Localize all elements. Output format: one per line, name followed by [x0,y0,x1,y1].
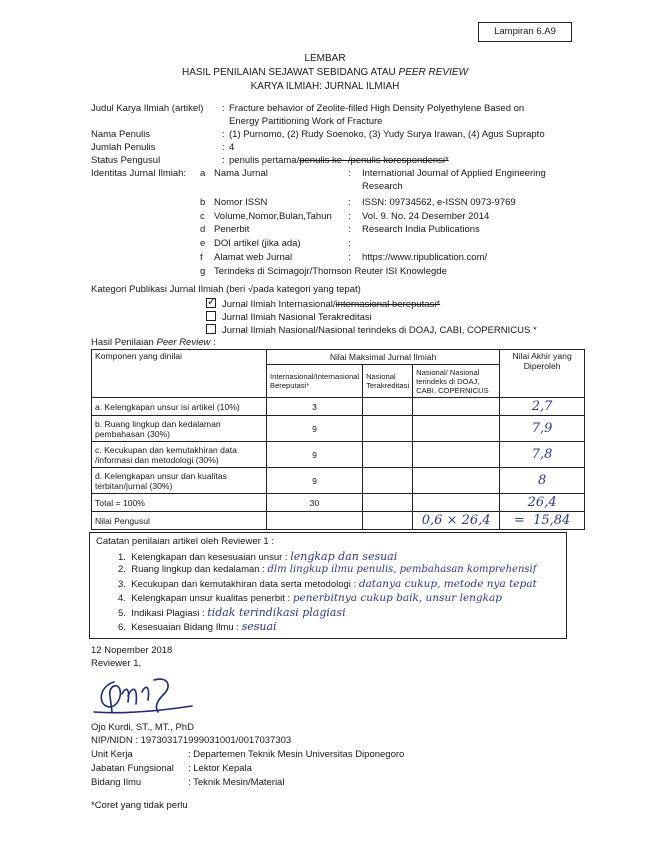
nama-jurnal-value-line2: Research [362,181,403,192]
reviewer-label: Reviewer 1, [91,658,142,669]
unit-kerja-label: Unit Kerja [91,749,133,760]
alamat-web-label: Alamat web Jurnal [214,252,293,263]
header-nilai-akhir: Nilai Akhir yang Diperoleh [500,350,585,398]
title-hasil-penilaian: HASIL PENILAIAN SEJAWAT SEBIDANG ATAU PEER REVIEW [181,67,468,78]
catatan-label: Kelengkapan unsur kualitas penerbit : [131,593,291,604]
table-row-total [92,494,585,512]
identitas-key-b: b [200,197,206,208]
title-karya-ilmiah: KARYA ILMIAH: JURNAL ILMIAH [250,81,400,92]
status-pengusul-selected: penulis pertama/ [229,155,300,166]
date: 12 Nopember 2018 [91,645,173,656]
catatan-item-3 [118,578,537,590]
title-lembar: LEMBAR [304,53,346,64]
pengusul-value [500,512,585,530]
table-row [92,416,585,442]
status-pengusul-sep: : [222,155,225,166]
catatan-num: 3. [118,579,126,590]
lampiran-label: Lampiran 6.A9 [478,22,572,42]
kategori-opt1-label: Jurnal Ilmiah Internasional/ [222,299,336,310]
row-max: 9 [267,416,363,442]
header-komponen: Komponen yang dinilai [92,350,267,398]
pengusul-val: 15,84 [533,513,571,528]
alamat-web-sep: : [348,252,351,263]
status-pengusul-label: Status Pengusul [91,155,161,166]
catatan-item-4 [118,592,502,604]
total-akhir: 26,4 [500,494,585,512]
bidang-ilmu-value: : Teknik Mesin/Material [188,777,285,788]
identitas-key-e: e [200,238,206,249]
volume-label: Volume,Nomor,Bulan,Tahun [214,211,332,222]
header-nasional: Nasional Terakreditasi [363,365,413,398]
header-internasional: Internasional/Internasional Bereputasi* [267,365,363,398]
jabatan-value: : Lektor Kepala [188,763,252,774]
row-akhir: 7,8 [500,442,585,468]
jabatan-label: Jabatan Fungsional [91,763,174,774]
row-max: 9 [267,468,363,494]
catatan-label: Kelengkapan dan kesesuaian unsur : [131,552,288,563]
hasil-penilaian-title [91,337,216,348]
kategori-title: Kategori Publikasi Jurnal Ilmiah (beri √pada kategori yang tepat) [91,284,361,295]
nama-penulis-value: (1) Purnomo, (2) Rudy Soenoko, (3) Yudy Surya Irawan, (4) Agus Suprapto [229,129,545,140]
catatan-hw: tidak terindikasi plagiasi [207,606,346,619]
nama-penulis-label: Nama Penulis [91,129,151,140]
judul-value: Fracture behavior of Zeolite-filled High Density Polyethylene Based on [229,103,525,114]
row-komponen: b. Ruang lingkup dan kedalaman pembahasan (30%) [92,416,267,442]
kategori-opt1-struck: internasional bereputasi* [335,299,441,310]
table-row-pengusul [92,512,585,530]
nomor-issn-sep: : [348,197,351,208]
bidang-ilmu-label: Bidang Ilmu [91,777,142,788]
table-row [92,468,585,494]
table-row [92,398,585,416]
jumlah-penulis-sep: : [222,142,225,153]
catatan-hw: dlm lingkup ilmu penulis, pembahasan komprehensif [267,564,537,575]
judul-label: Judul Karya Ilmiah (artikel) [91,103,204,114]
kategori-opt3-label: Jurnal Ilmiah Nasional/Nasional terindeks di DOAJ, CABI, COPERNICUS * [222,325,537,336]
jumlah-penulis-label: Jumlah Penulis [91,142,156,153]
kategori-opt2-label: Jurnal Ilmiah Nasional Terakreditasi [222,312,372,323]
catatan-label: Ruang lingkup dan kedalaman : [131,564,265,575]
volume-sep: : [348,211,351,222]
judul-value-line2: Energy Partitioning Work of Fracture [229,116,383,127]
signer-name: Ojo Kurdi, ST., MT., PhD [91,722,194,733]
doi-label: DOI artikel (jika ada) [214,238,301,249]
checkbox-icon[interactable] [206,324,216,334]
nomor-issn-value: ISSN: 09734562, e-ISSN 0973-9769 [362,197,516,208]
pengusul-eq: = [513,513,525,528]
pengusul-label: Nilai Pengusul [92,512,267,530]
unit-kerja-value: : Departemen Teknik Mesin Universitas Diponegoro [188,749,405,760]
nomor-issn-label: Nomor ISSN [214,197,268,208]
catatan-num: 1. [118,552,126,563]
catatan-label: Indikasi Plagiasi : [131,608,205,619]
identitas-key-f: f [200,252,203,263]
nama-jurnal-value: International Journal of Applied Engineering [362,168,546,179]
catatan-hw: lengkap dan sesuai [290,550,398,563]
row-akhir: 8 [500,468,585,494]
volume-value: Vol. 9. No. 24 Desember 2014 [362,211,490,222]
penerbit-sep: : [348,224,351,235]
kategori-opt3[interactable] [206,324,537,336]
header-nasional-terindeks: Nasional/ Nasional terindeks di DOAJ, CABI, COPERNICUS [413,365,500,398]
catatan-num: 2. [118,564,126,575]
row-akhir: 2,7 [500,398,585,416]
status-pengusul-struck: penulis ke- /penulis korespondensi* [299,155,449,166]
nama-penulis-sep: : [222,129,225,140]
jumlah-penulis-value: 4 [229,142,235,153]
catatan-item-5 [118,606,346,619]
penerbit-value: Research India Publications [362,224,480,235]
catatan-hw: sesuai [241,620,277,633]
catatan-hw: penerbitnya cukup baik, unsur lengkap [292,592,502,604]
total-max: 30 [267,494,363,512]
catatan-hw: datanya cukup, metode nya tepat [358,578,537,590]
kategori-opt2[interactable] [206,311,372,323]
catatan-num: 5. [118,608,126,619]
terindeks-label: Terindeks di Scimagojr/Thomson Reuter ISI Knowlegde [214,266,447,277]
row-komponen: c. Kecukupan dan kemutakhiran data /informasi dan metodologi (30%) [92,442,267,468]
status-pengusul-value [229,155,449,166]
judul-sep: : [222,103,225,114]
nama-jurnal-sep: : [348,168,351,179]
identitas-key-a: a [200,168,206,179]
footnote: *Coret yang tidak perlu [91,800,188,811]
identitas-key-g: g [200,266,206,277]
catatan-item-1 [118,550,397,563]
signer-nip: NIP/NIDN : 197303171999031001/0017037303 [91,735,292,746]
penerbit-label: Penerbit [214,224,250,235]
identitas-key-c: c [200,211,205,222]
checkbox-checked-icon[interactable]: ✓ [207,296,217,308]
catatan-num: 4. [118,593,126,604]
catatan-label: Kesesuaian Bidang Ilmu : [131,622,239,633]
alamat-web-value: https://www.ripublication.com/ [362,252,488,263]
row-komponen: a. Kelengkapan unsur isi artikel (10%) [92,398,267,416]
row-komponen: d. Kelengkapan unsur dan kualitas terbitan/jurnal (30%) [92,468,267,494]
checkbox-icon[interactable] [206,311,216,321]
row-max: 9 [267,442,363,468]
hasil-penilaian-title-text: Hasil Penilaian Peer Review : [91,337,216,348]
catatan-item-6 [118,620,277,633]
nama-jurnal-label: Nama Jurnal [214,168,268,179]
pengusul-calc: 0,6 × 26,4 [413,512,500,530]
table-row [92,442,585,468]
doi-sep: : [348,238,351,249]
row-akhir: 7,9 [500,416,585,442]
row-max: 3 [267,398,363,416]
kategori-opt1[interactable] [206,298,440,310]
identitas-jurnal-label: Identitas Jurnal Ilmiah: [91,168,187,179]
catatan-num: 6. [118,622,126,633]
catatan-title: Catatan penilaian artikel oleh Reviewer 1 : [96,536,274,547]
total-label: Total = 100% [92,494,267,512]
catatan-item-2 [118,564,536,575]
header-nilai-maks: Nilai Maksimal Jurnal Ilmiah [267,350,500,365]
catatan-label: Kecukupan dan kemutakhiran data serta metodologi : [131,579,357,590]
identitas-key-d: d [200,224,206,235]
nilai-table [91,349,585,530]
signature [92,672,202,718]
